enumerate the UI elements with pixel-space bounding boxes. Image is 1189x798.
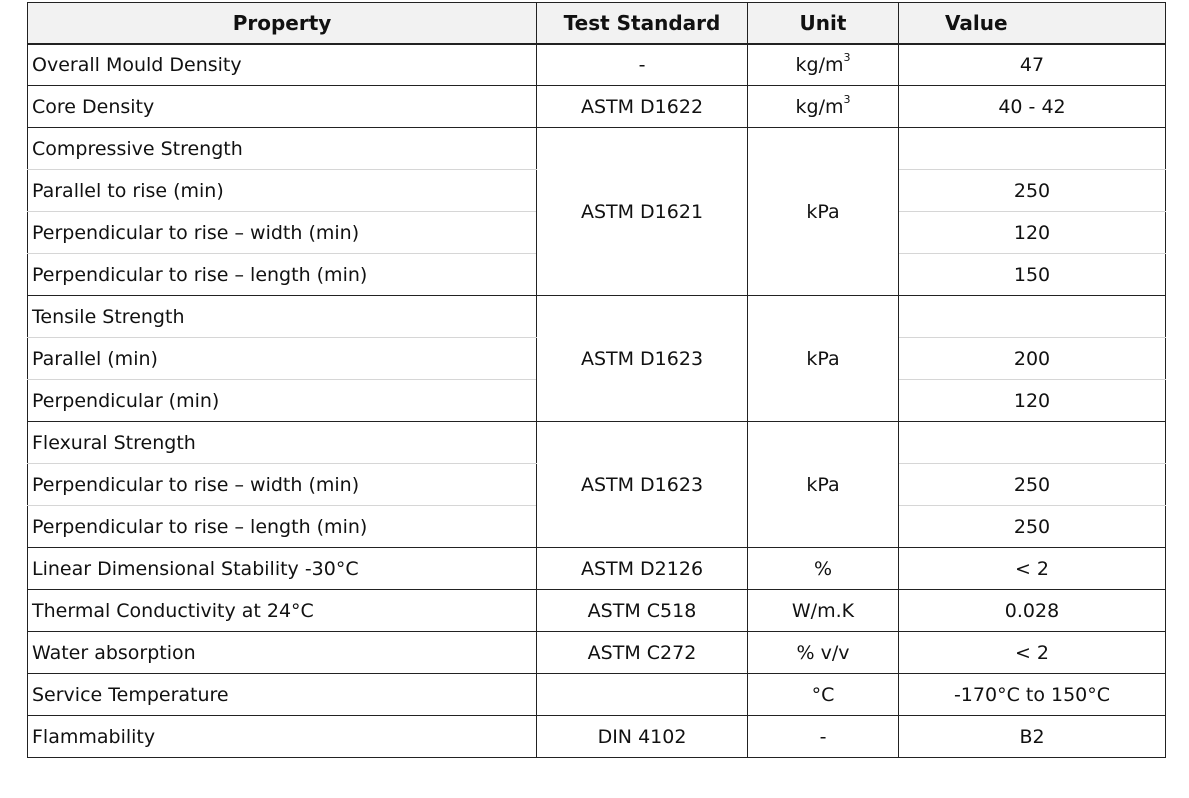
standard-cell: DIN 4102 <box>537 716 748 758</box>
standard-cell: ASTM D2126 <box>537 548 748 590</box>
header-row <box>28 3 1166 44</box>
group-heading-cell: Tensile Strength <box>28 296 537 338</box>
unit-cell: kPa <box>748 296 899 422</box>
property-cell: Parallel to rise (min) <box>28 170 537 212</box>
standard-cell <box>537 674 748 716</box>
group-heading-cell: Compressive Strength <box>28 128 537 170</box>
table-row <box>28 296 1166 338</box>
group-heading-cell: Flexural Strength <box>28 422 537 464</box>
value-cell: -170°C to 150°C <box>899 674 1166 716</box>
value-cell: 250 <box>899 170 1166 212</box>
property-cell: Perpendicular to rise – length (min) <box>28 254 537 296</box>
table-row <box>28 86 1166 128</box>
standard-cell: - <box>537 44 748 86</box>
unit-cell: % <box>748 548 899 590</box>
property-cell: Perpendicular to rise – length (min) <box>28 506 537 548</box>
unit-cell: °C <box>748 674 899 716</box>
value-cell: 150 <box>899 254 1166 296</box>
property-cell: Core Density <box>28 86 537 128</box>
value-cell: 47 <box>899 44 1166 86</box>
value-cell: 200 <box>899 338 1166 380</box>
unit-cell: kPa <box>748 128 899 296</box>
value-cell: B2 <box>899 716 1166 758</box>
value-cell: 250 <box>899 464 1166 506</box>
value-cell <box>899 128 1166 170</box>
table-row <box>28 44 1166 86</box>
value-cell: < 2 <box>899 632 1166 674</box>
property-cell: Linear Dimensional Stability -30°C <box>28 548 537 590</box>
properties-table <box>27 2 1166 758</box>
table-row <box>28 128 1166 170</box>
unit-cell: W/m.K <box>748 590 899 632</box>
unit-cell <box>748 44 899 86</box>
property-cell: Water absorption <box>28 632 537 674</box>
value-cell: 250 <box>899 506 1166 548</box>
standard-cell: ASTM D1621 <box>537 128 748 296</box>
header-unit: Unit <box>748 3 899 44</box>
table-row <box>28 674 1166 716</box>
table-row <box>28 716 1166 758</box>
standard-cell: ASTM C518 <box>537 590 748 632</box>
property-cell: Overall Mould Density <box>28 44 537 86</box>
header-value: Value <box>899 3 1166 44</box>
value-cell: 120 <box>899 380 1166 422</box>
value-cell: 40 - 42 <box>899 86 1166 128</box>
table-row <box>28 548 1166 590</box>
property-cell: Parallel (min) <box>28 338 537 380</box>
property-cell: Perpendicular to rise – width (min) <box>28 464 537 506</box>
header-test-standard: Test Standard <box>537 3 748 44</box>
unit-superscript: 3 <box>843 50 851 64</box>
value-cell: 0.028 <box>899 590 1166 632</box>
table-row <box>28 422 1166 464</box>
value-cell <box>899 422 1166 464</box>
unit-cell <box>748 86 899 128</box>
unit-base: kg/m <box>795 53 844 76</box>
unit-cell: % v/v <box>748 632 899 674</box>
standard-cell: ASTM D1623 <box>537 296 748 422</box>
header-property: Property <box>28 3 537 44</box>
unit-base: kg/m <box>795 95 844 118</box>
unit-cell: - <box>748 716 899 758</box>
table-row <box>28 590 1166 632</box>
standard-cell: ASTM D1622 <box>537 86 748 128</box>
property-cell: Flammability <box>28 716 537 758</box>
standard-cell: ASTM C272 <box>537 632 748 674</box>
property-cell: Perpendicular (min) <box>28 380 537 422</box>
value-cell: < 2 <box>899 548 1166 590</box>
property-cell: Perpendicular to rise – width (min) <box>28 212 537 254</box>
property-cell: Service Temperature <box>28 674 537 716</box>
table-row <box>28 632 1166 674</box>
standard-cell: ASTM D1623 <box>537 422 748 548</box>
value-cell: 120 <box>899 212 1166 254</box>
unit-superscript: 3 <box>843 92 851 106</box>
unit-cell: kPa <box>748 422 899 548</box>
property-cell: Thermal Conductivity at 24°C <box>28 590 537 632</box>
value-cell <box>899 296 1166 338</box>
